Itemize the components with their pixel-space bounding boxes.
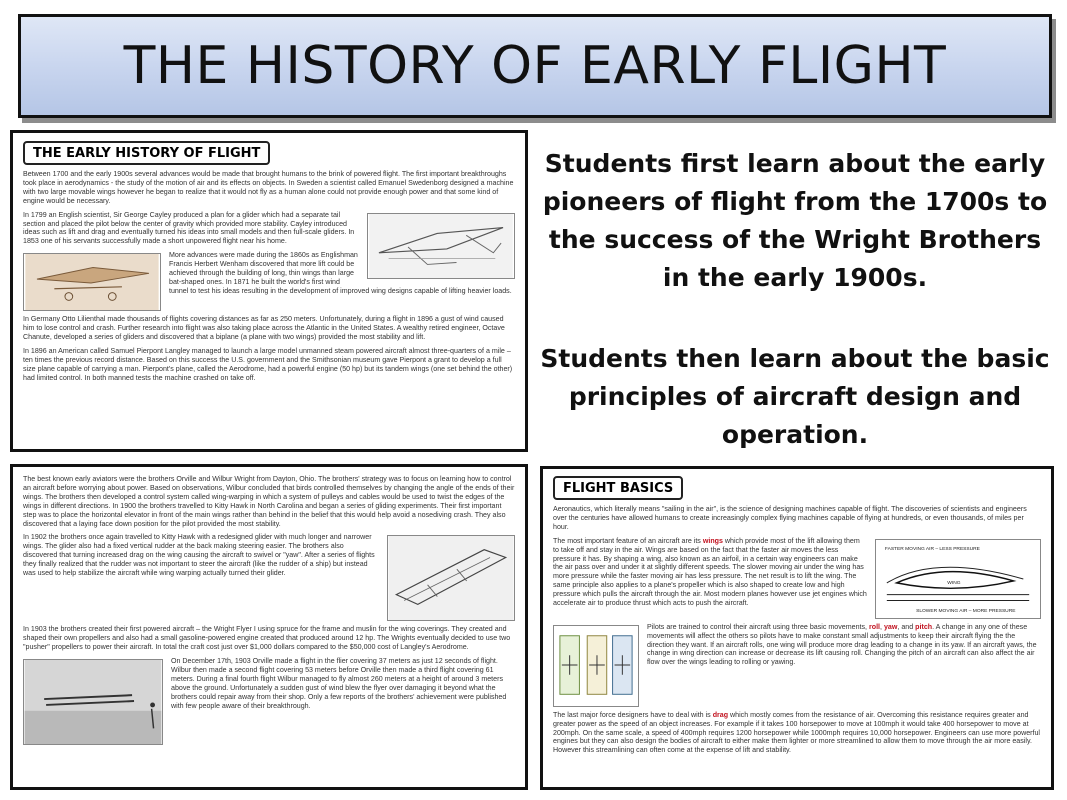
text-segment: The last major force designers have to deal with is xyxy=(553,710,713,719)
text-segment: which mostly comes from the resistance of air. Overcoming this resistance requires greater and greater power as the speed of an object increases. For example if it takes 100 horsepower to move at 100mph it would take 400 horsepower to move at 200mph. On the same scale, a speed of 400mph requires 1200 horsepower while 1000mph requires 10,000 horsepower. Engineers can use more powerful engines but they can also design the bodies of aircraft to either make them lighter or more streamlined to allow them to move through the air more easily. However this streamlining can often come at the expense of lift and stability. xyxy=(553,710,1041,755)
flight-basics-panel xyxy=(540,466,1054,790)
paragraph: Between 1700 and the early 1900s several advances would be made that brought humans to the brink of powered flight. The first important breakthroughs took place in aerodynamics - the study of the motion of air and its effects on objects. In Sweden a scientist called Emanuel Swedenborg designed a machine with two large movable wings however he began to realize that it would not fly as a human alone could not provide enough power and that some kind of engine would be necessary. xyxy=(23,170,514,205)
text-segment: , and xyxy=(897,622,916,631)
highlight-pitch: pitch xyxy=(915,622,933,631)
paragraph: In 1902 the brothers once again travelled to Kitty Hawk with a redesigned glider with much longer and narrower wings. The glider also had a fixed vertical rudder at the back making steering easier. The brothers also discovered that turning increased drag on the wing causing the aircraft to swivel or "yaw". After a series of flights they finally realized that the rudder was not important to steer the aircraft (like the rudder of a ship) but instead was used to help stabilize the aircraft while wing warping actually turned their glider. xyxy=(23,533,375,578)
aircraft-axes-diagram xyxy=(553,625,639,707)
text-segment: which provide most of the lift allowing them to take off and stay in the air. Wings are based on the fact that the faster air moves the less pressure it has. By shaping a wing, also known as an airfoil, in a certain way engineers can make the air pass over and under it at slightly different speeds. The slower moving air under the wing has more pressure while the faster moving air has less pressure. The net result is to lift the wing. The same principle also applies to a plane's propeller which is also shaped to create low and high pressure which pulls the aircraft through the air. Most modern planes however use jet engines which accelerate air to produce thrust which acts to push the aircraft. xyxy=(553,536,867,608)
text-segment: The most important feature of an aircraft are its xyxy=(553,536,703,545)
promo-paragraph-1: Students first learn about the early pioneers of flight from the 1700s to the success of the Wright Brothers in the early 1900s. xyxy=(542,149,1048,292)
paragraph: The best known early aviators were the brothers Orville and Wilbur Wright from Dayton, Ohio. The brothers' strategy was to focus on learning how to control an aircraft before worrying about power. Based on observations, Wilbur concluded that birds controlled themselves by changing the angle of the ends of their wings. The brothers then developed a control system called wing-warping in which a system of pulleys and cables would be used to twist the edges of the wings in different directions. In 1900 the brothers travelled to Kitty Hawk in North Carolina and began a series of gliding experiments. Their first important step was to place the horizontal elevator in front of the main wings rather than behind in the belief that this would help avoid a nosediving crash. They also discovered that a laying face down position for the pilot provided the most stability. xyxy=(23,475,515,528)
drag-paragraph xyxy=(553,711,1041,756)
highlight-yaw: yaw xyxy=(883,622,898,631)
airfoil-pressure-diagram xyxy=(875,539,1041,619)
text-segment: , xyxy=(880,622,884,631)
paragraph: More advances were made during the 1860s as Englishman Francis Herbert Wenham discovered that more lift could be achieved through the building of long, thin wings than large bat-shaped ones. In 1871 he built the world's first wind tunnel to test his ideas resulting in the development of improved wing designs capable of lifting heavier loads. xyxy=(169,251,512,295)
main-title: THE HISTORY OF EARLY FLIGHT xyxy=(123,36,947,96)
panel-title-flight-basics: FLIGHT BASICS xyxy=(553,476,683,500)
promo-paragraph-2: Students then learn about the basic principles of aircraft design and operation. xyxy=(540,344,1050,449)
highlight-wings: wings xyxy=(702,536,723,545)
paragraph: Aeronautics, which literally means "sailing in the air", is the science of designing machines capable of flight. The discoveries of scientists and engineers over the centuries have allowed humans to create increasingly complex flying machines capable of flying at hundreds, or even thousands, of miles per hour. xyxy=(553,505,1027,531)
wright-glider-illustration xyxy=(387,535,515,621)
wright-flyer-photo xyxy=(23,659,163,745)
paragraph: On December 17th, 1903 Orville made a flight in the flier covering 37 meters as just 12 seconds of flight. Wilbur then made a second flight covering 53 meters before Orville then made a third flight covering 61 meters. During a final fourth flight Wilbur managed to fly almost 260 meters at a height of around 3 meters above the ground. Unfortunately a sudden gust of wind blew the flyer over damaging it beyond what the brothers could repair away from their shop. Only a few reports of the brothers' achievement were published with few people aware of their breakthrough. xyxy=(171,657,507,710)
diagram-bottom-label: SLOWER MOVING AIR – MORE PRESSURE xyxy=(916,608,1016,614)
text-segment: Pilots are trained to control their aircraft using three basic movements, xyxy=(647,622,869,631)
text-segment: . A change in any one of these movements will affect the others so pilots have to make constant small adjustments to keep their aircraft flying the the direction they want. If an aircraft rolls, one wing will produce more drag leading to a change in its yaw. If an aircraft yaws, the change in wing direction can increase or decrease its lift causing roll. Changing the pitch of an aircraft can also affect the air flow over the wings leading to rolling or yawing. xyxy=(647,622,1037,667)
cayley-glider-illustration xyxy=(367,213,515,279)
title-banner xyxy=(18,14,1052,118)
diagram-top-label: FASTER MOVING AIR – LESS PRESSURE xyxy=(884,546,980,552)
highlight-drag: drag xyxy=(712,710,729,719)
wright-brothers-panel xyxy=(10,464,528,790)
panel-title-early-history: THE EARLY HISTORY OF FLIGHT xyxy=(23,141,270,165)
paragraph: In Germany Otto Lilienthal made thousands of flights covering distances as far as 250 meters. Unfortunately, during a flight in 1896 a gust of wind caused him to lose control and crash. Further research into flight was also taking place across the Atlantic in the United States. A wealthy retired engineer, Octave Chanute, developed a series of gliders and discovered that a biplane (a plane with two wings) provided the most stability and lift. xyxy=(23,315,505,342)
early-history-panel xyxy=(10,130,528,452)
diagram-wing-label: WING xyxy=(947,580,961,586)
highlight-roll: roll xyxy=(868,622,881,631)
paragraph: In 1896 an American called Samuel Pierpont Langley managed to launch a large model unmanned steam powered aircraft almost three-quarters of a mile – ten times the previous record distance. Based on this success the U.S. government and the Smithsonian museum gave Pierpont a grant to develop a full size plane capable of carrying a man. Pierpont's plane, called the Aerodrome, had a powerful engine (50 hp) but its tandem wings (one set behind the other) had limited control. In both manned tests the machine crashed on take off. xyxy=(23,346,513,382)
paragraph: In 1799 an English scientist, Sir George Cayley produced a plan for a glider which had a separate tail section and placed the pilot below the center of gravity which provided more stability. Cayley introduced ideas such as lift and drag and eventually turned his ideas into small models and then full-scale gliders. In 1853 one of his servants successfully made a short unpowered flight near his home. xyxy=(23,210,355,246)
paragraph: In 1903 the brothers created their first powered aircraft – the Wright Flyer I using spruce for the frame and muslin for the wing coverings. They created and shaped their own propellers and also had a small gasoline-powered engine created that produced around 12 hp. The Wrights eventually decided to use two "pusher" propellers to power their aircraft. In total the craft cost just over $1,000 dollars compared to the $50,000 cost of Langley's Aerodrome. xyxy=(23,625,511,652)
wenham-aircraft-illustration xyxy=(23,253,161,311)
